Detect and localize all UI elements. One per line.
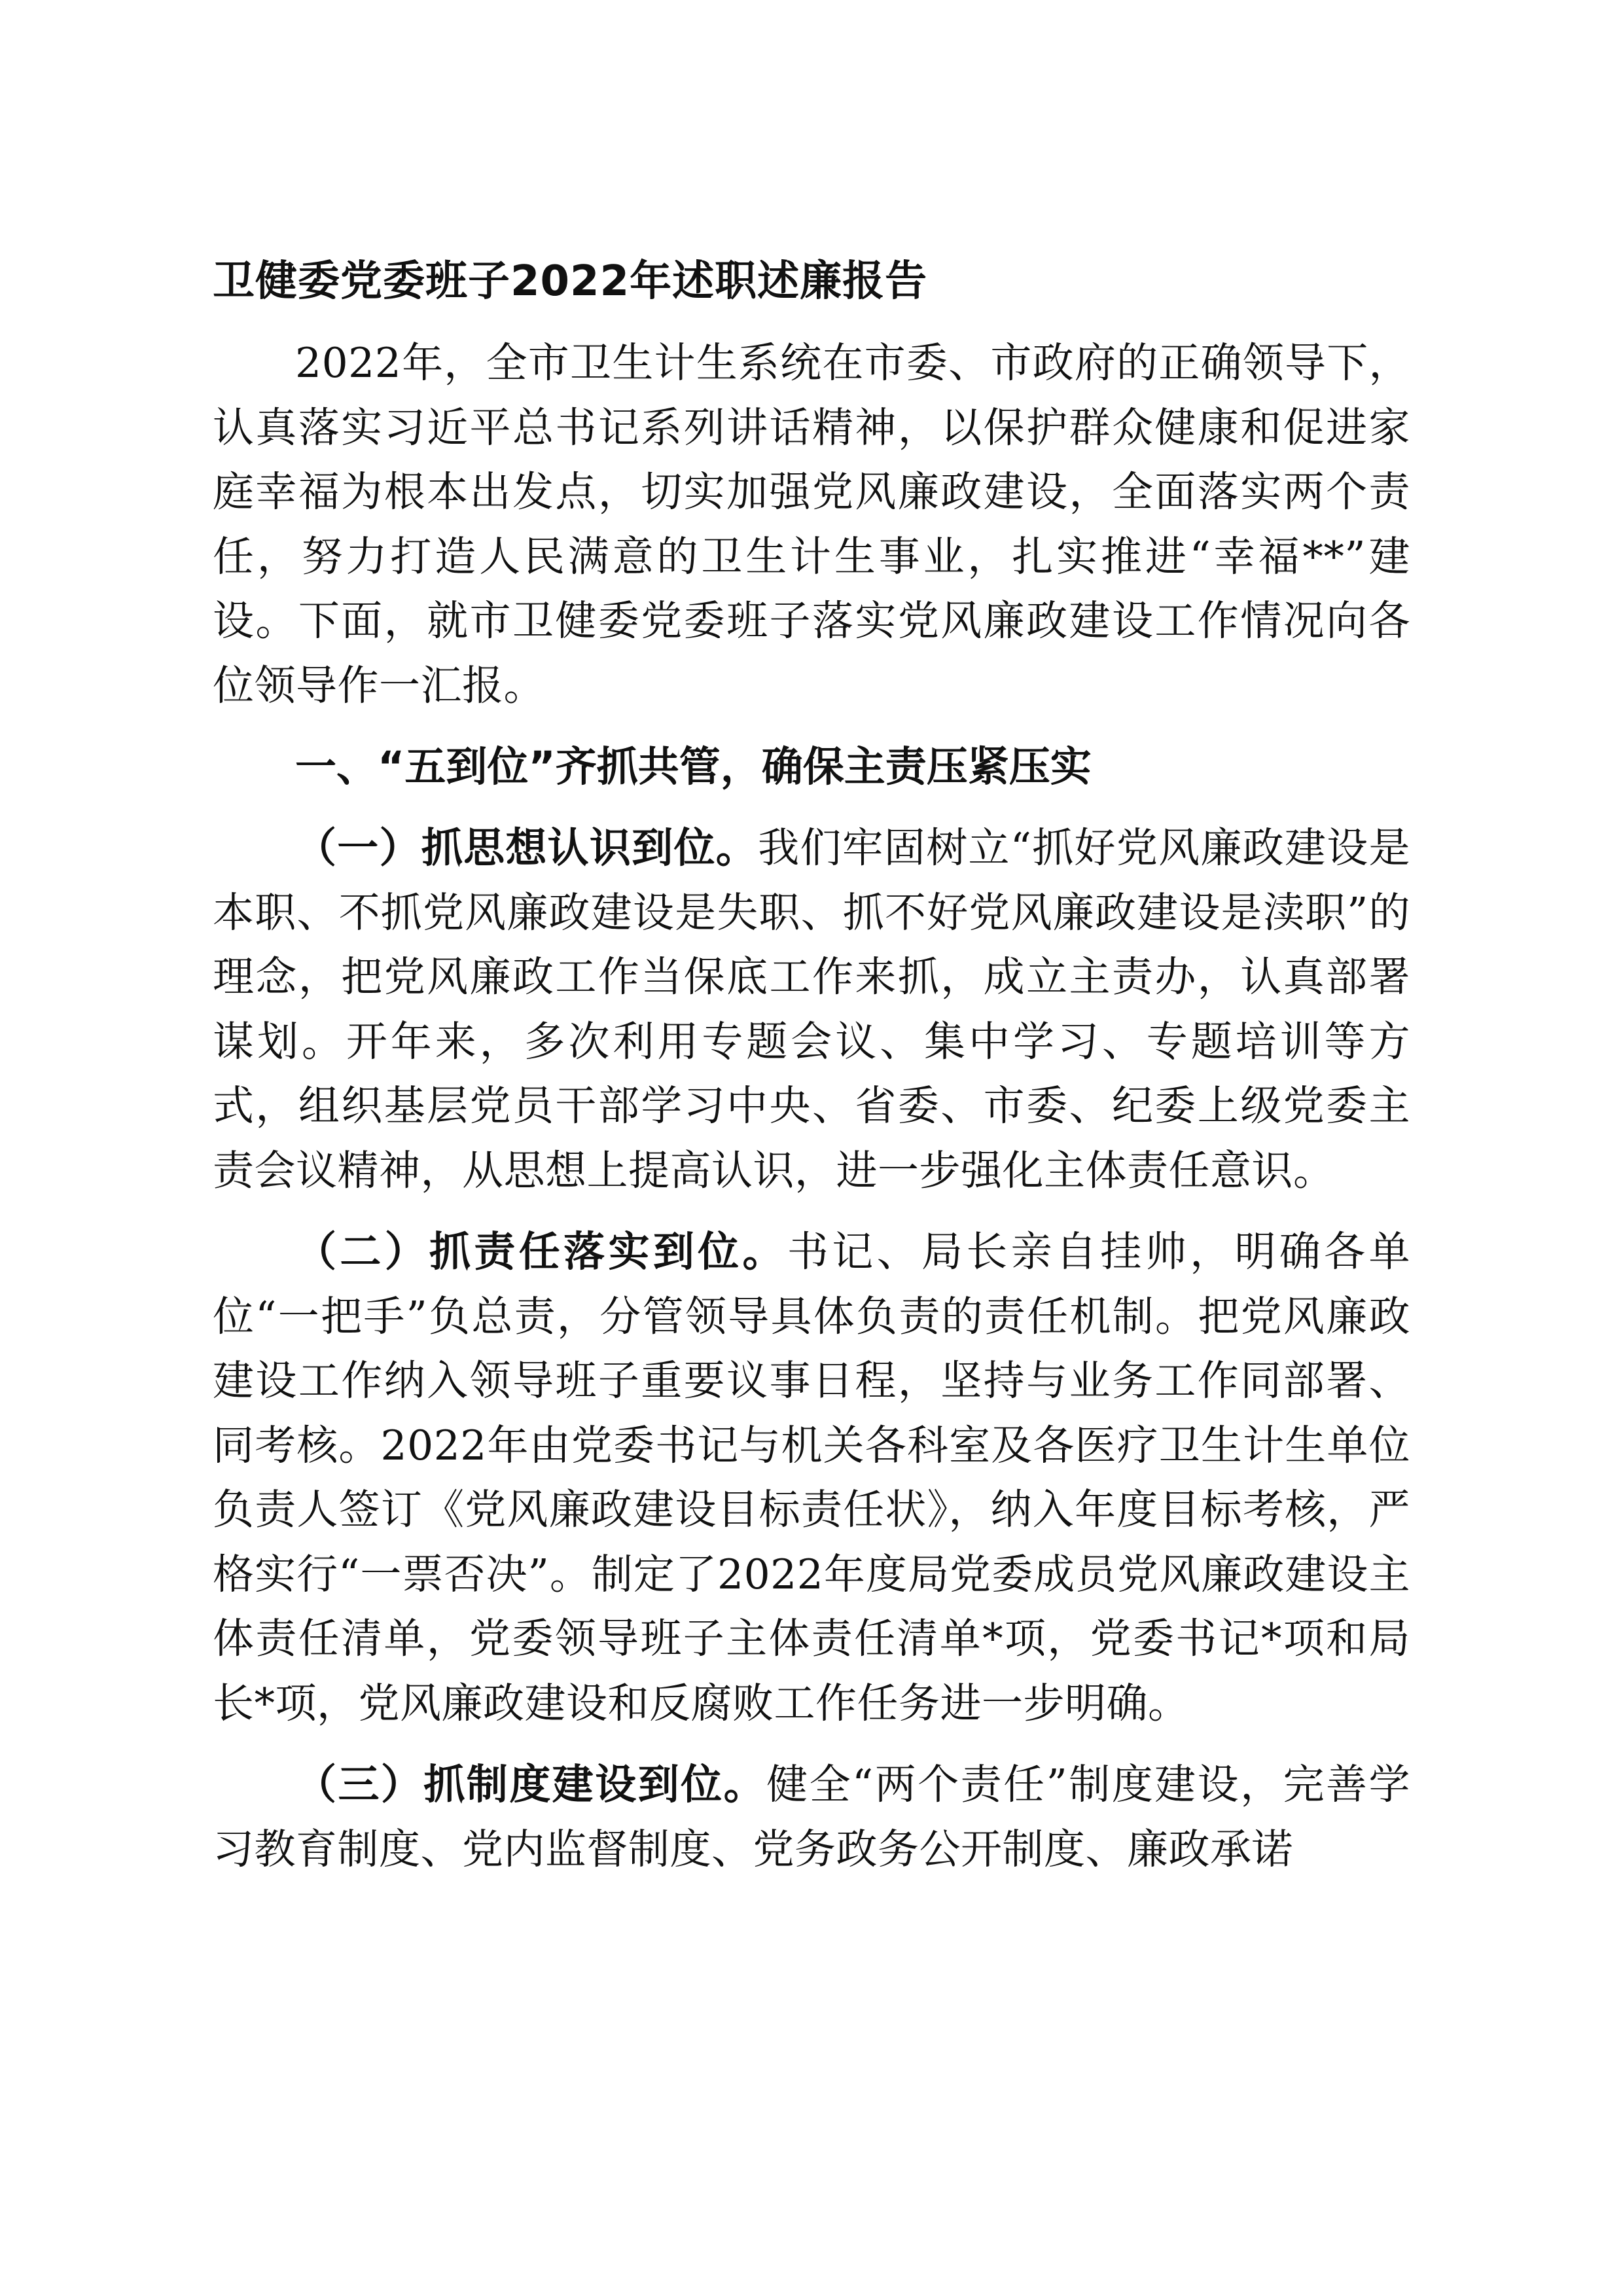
item-paragraph-2	[213, 1220, 1410, 1736]
intro-paragraph: 2022年，全市卫生计生系统在市委、市政府的正确领导下，认真落实习近平总书记系列讲话精神，以保护群众健康和促进家庭幸福为根本出发点，切实加强党风廉政建设，全面落实两个责任，努力打造人民满意的卫生计生事业，扎实推进“幸福**”建设。下面，就市卫健委党委班子落实党风廉政建设工作情况向各位领导作一汇报。	[213, 339, 1410, 709]
document-page	[213, 249, 1410, 1882]
item-paragraph-1	[213, 816, 1410, 1203]
item-heading-3: （三）抓制度建设到位。	[295, 1761, 767, 1808]
item-body-1: 我们牢固树立“抓好党风廉政建设是本职、不抓党风廉政建设是失职、抓不好党风廉政建设是渎职”的理念，把党风廉政工作当保底工作来抓，成立主责办，认真部署谋划。开年来，多次利用专题会议、集中学习、专题培训等方式，组织基层党员干部学习中央、省委、市委、纪委上级党委主责会议精神，从思想上提高认识，进一步强化主体责任意识。	[213, 824, 1411, 1194]
section-heading: 一、“五到位”齐抓共管，确保主责压紧压实	[295, 743, 1092, 791]
item-paragraph-3	[213, 1753, 1410, 1882]
item-heading-1: （一）抓思想认识到位。	[295, 824, 758, 872]
document-title: 卫健委党委班子2022年述职述廉报告	[213, 257, 928, 306]
item-body-3: 健全“两个责任”制度建设，完善学习教育制度、党内监督制度、党务政务公开制度、廉政承诺	[213, 1761, 1411, 1873]
item-body-2: 书记、局长亲自挂帅，明确各单位“一把手”负总责，分管领导具体负责的责任机制。把党风廉政建设工作纳入领导班子重要议事日程，坚持与业务工作同部署、同考核。2022年由党委书记与机关各科室及各医疗卫生计生单位负责人签订《党风廉政建设目标责任状》，纳入年度目标考核，严格实行“一票否决”。制定了2022年度局党委成员党风廉政建设主体责任清单，党委领导班子主体责任清单*项，党委书记*项和局长*项，党风廉政建设和反腐败工作任务进一步明确。	[213, 1228, 1411, 1727]
item-heading-2: （二）抓责任落实到位。	[295, 1228, 787, 1276]
